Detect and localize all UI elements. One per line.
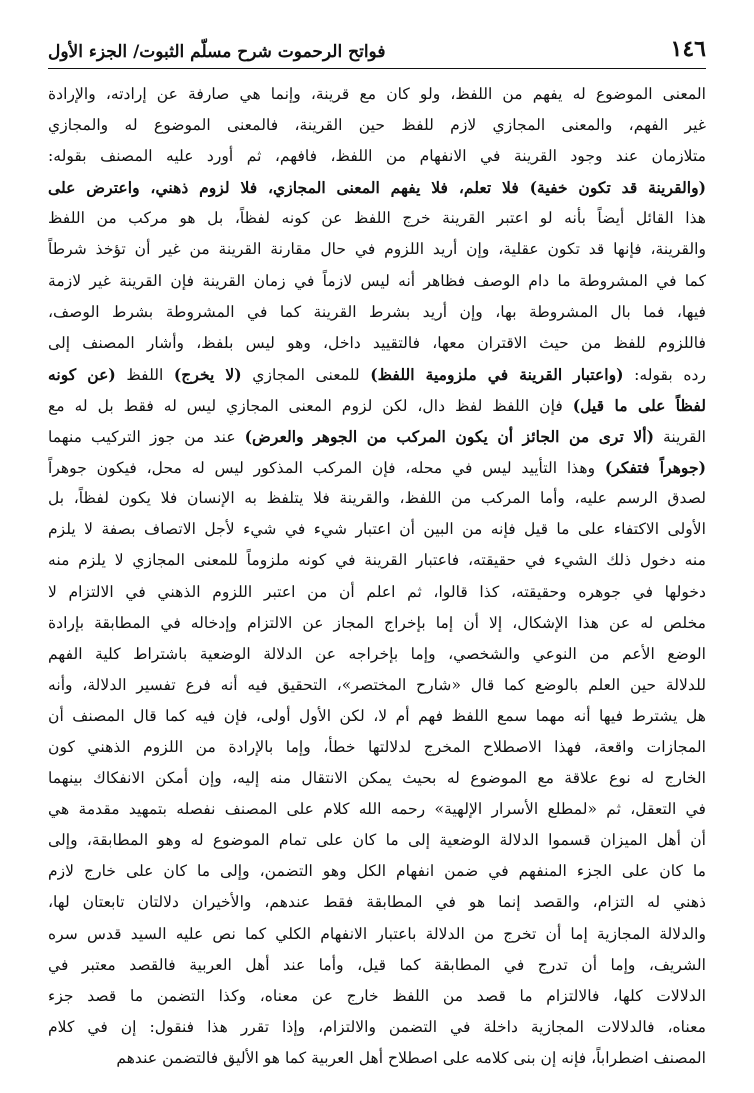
commentary-text: كما في المشروطة ما دام الوصف فظاهر أنه ليس لازماً في زمان القرينة فإن القرينة غير لازمة bbox=[48, 271, 706, 290]
text-line bbox=[48, 1012, 706, 1043]
bold-matn-text: لفظاً على ما قيل) bbox=[572, 395, 706, 415]
text-line bbox=[48, 981, 706, 1012]
commentary-text: ذهني له التزام، والقصد إنما هو في المطابقة فقط عندهم، والأخيران دلالتان تابعتان لها، bbox=[48, 893, 706, 912]
bold-matn-text: (عن كونه bbox=[48, 364, 116, 384]
text-line bbox=[48, 794, 706, 825]
commentary-text: المجازات واقعة، فهذا الاصطلاح المخرج لدلالتها خطأ، وإما بالإرادة من اللزوم الذهني كون bbox=[48, 737, 706, 756]
text-line bbox=[48, 110, 706, 141]
commentary-text: هذا القائل أيضاً بأنه لو اعتبر القرينة خرج اللفظ عن كونه لفظاً، بل هو مركب من اللفظ bbox=[48, 209, 706, 228]
commentary-text: معناه، فالدلالات المجازية داخلة في التضمن والالتزام، وإذا تقرر هذا فنقول: إن في كلام bbox=[48, 1017, 706, 1036]
commentary-text: وهذا التأييد ليس في محله، فإن المركب المذكور ليس له محل، فيكون جوهراً bbox=[48, 459, 605, 478]
text-line bbox=[48, 639, 706, 670]
commentary-text: اللفظ bbox=[115, 365, 174, 384]
commentary-text: الخارج له نوع علاقة مع الموضوع له بحيث يمكن الانتقال منه إليه، وإن أمكن الانفكاك بينهما bbox=[48, 769, 706, 788]
text-line bbox=[48, 141, 706, 172]
page-header bbox=[48, 30, 706, 62]
bold-matn-text: (ألا ترى من الجائز أن يكون المركب من الجوهر والعرض) bbox=[244, 427, 654, 447]
commentary-text: والدلالة المجازية إما أن تخرج من الدلالة باعتبار الانفهام الكلي كما نص عليه السيد قدس سره bbox=[48, 924, 706, 943]
commentary-text: للدلالة حين العلم بالوضع كما قال «شارح المختصر»، التحقيق فيه أنه فرع تفسير الدلالة، وأنه bbox=[48, 675, 706, 694]
text-line bbox=[48, 701, 706, 732]
commentary-text: متلازمان عند وجود القرينة في الانفهام من اللفظ، فافهم، ثم أورد عليه المصنف بقوله: bbox=[48, 147, 706, 166]
commentary-text: القرينة bbox=[653, 428, 706, 447]
bold-matn-text: (لا يخرج) bbox=[173, 364, 242, 384]
commentary-text: فإن اللفظ لفظ دال، لكن لزوم المعنى المجازي ليس له فقط بل له مع bbox=[48, 396, 573, 415]
text-line bbox=[48, 950, 706, 981]
commentary-text: فيها، فما بال المشروطة بها، وإن أريد بشرط القرينة كما في المشروطة بشرط الوصف، bbox=[48, 302, 706, 321]
text-line bbox=[48, 825, 706, 856]
text-line bbox=[48, 670, 706, 701]
commentary-text: المعنى الموضوع له يفهم من اللفظ، ولو كان مع قرينة، وإنما هي صارفة عن إرادته، والإرادة bbox=[48, 85, 706, 103]
commentary-text: الوضع الأعم من النوعي والشخصي، وإما بإخراجه عن الدلالة الوضعية باشتراط كلية الفهم bbox=[48, 644, 706, 663]
commentary-text: غير الفهم، والمعنى المجازي لازم للفظ حين القرينة، فالمعنى الموضوع له والمجازي bbox=[48, 116, 706, 135]
text-line bbox=[48, 732, 706, 763]
text-line bbox=[48, 297, 706, 328]
commentary-text: الشريف، وإما أن تدرج في المطابقة كما قيل، وأما عند أهل العربية فالقصد معتبر في bbox=[48, 955, 706, 974]
commentary-text: ما كان على الجزء المنفهم في ضمن انفهام الكل وهو التضمن، وإلى ما كان على خارج لازم bbox=[48, 862, 706, 881]
text-line bbox=[48, 919, 706, 950]
text-line bbox=[48, 483, 706, 514]
text-line bbox=[48, 421, 706, 452]
commentary-text: للمعنى المجازي bbox=[241, 365, 371, 384]
text-line bbox=[48, 234, 706, 265]
commentary-text: عند من جوز التركيب منهما bbox=[48, 428, 245, 447]
text-line bbox=[48, 887, 706, 918]
text-line bbox=[48, 452, 706, 483]
text-line bbox=[48, 608, 706, 639]
commentary-text: رده بقوله: bbox=[623, 365, 706, 384]
page-number: ١٤٦ bbox=[670, 36, 706, 62]
commentary-text: مخلص له عن هذا الإشكال، إلا أن إما بإخراج المجاز عن الالتزام وإدخاله في المطابقة بإرادة bbox=[48, 613, 706, 632]
commentary-text: في التعقل، ثم «لمطلع الأسرار الإلهية» رحمه الله كلام على المصنف نفصله بتمهيد مقدمة هي bbox=[48, 800, 706, 819]
commentary-text: أن أهل الميزان قسموا الدلالة الوضعية إلى ما كان على تمام الموضوع له وهو المطابقة، وإلى bbox=[48, 831, 706, 850]
commentary-text: والقرينة، فإنها قد تكون عقلية، وإن أريد اللزوم في حال مقارنة القرينة من غير أن تؤخذ شرطاً bbox=[48, 240, 706, 259]
text-line bbox=[48, 1043, 706, 1074]
commentary-text: الدلالات كلها، فالالتزام ما قصد من اللفظ خارج عن معناه، وكذا التضمن ما قصد جزء bbox=[48, 986, 706, 1005]
commentary-text: هل يشترط فيها أنه مهما سمع اللفظ فهم أم لا، لكن الأول أولى، فإن فيه كما قال المصنف أن bbox=[48, 706, 706, 725]
text-line bbox=[48, 390, 706, 421]
commentary-text: الأولى الاكتفاء على ما قيل فإنه من البين أن اعتبار شيء في شيء لأجل الاتصاف بصفة لا يلزم bbox=[48, 520, 706, 539]
commentary-text: دخولها في جوهره وحقيقته، كذا قالوا، ثم اعلم أن من اعتبر اللزوم الذهني في الالتزام لا bbox=[48, 582, 706, 601]
commentary-text: فاللزوم للفظ من حيث الاقتران معها، فالتقييد داخل، وهو ليس بلفظ، وأشار المصنف إلى bbox=[48, 333, 706, 352]
text-line bbox=[48, 514, 706, 545]
text-line bbox=[48, 359, 706, 390]
text-line bbox=[48, 856, 706, 887]
bold-matn-text: (جوهراً فتفكر) bbox=[604, 458, 706, 478]
text-line bbox=[48, 203, 706, 234]
bold-matn-text: (والقرينة قد تكون خفية) فلا تعلم، فلا يفهم المعنى المجازي، فلا لزوم ذهني، واعترض على bbox=[48, 178, 706, 198]
text-line bbox=[48, 577, 706, 608]
running-title: فواتح الرحموت شرح مسلّم الثبوت/ الجزء الأول bbox=[48, 42, 386, 62]
text-line bbox=[48, 79, 706, 110]
commentary-text: منه دخول ذلك الشيء في حقيقته، فاعتبار القرينة في كونه ملزوماً للمعنى المجازي لا يلزم منه bbox=[48, 551, 706, 570]
commentary-text: لصدق الرسم عليه، وأما المركب من اللفظ، والقرينة فلا يتلفظ به الإنسان فلا يكون لفظاً، بل bbox=[48, 489, 706, 508]
text-line bbox=[48, 763, 706, 794]
commentary-text: المصنف اضطراباً، فإنه إن بنى كلامه على اصطلاح أهل العربية كما هو الأليق فالتضمن عندهم bbox=[116, 1048, 706, 1067]
text-line bbox=[48, 172, 706, 203]
text-line bbox=[48, 328, 706, 359]
bold-matn-text: (واعتبار القرينة في ملزومية اللفظ) bbox=[370, 364, 624, 384]
header-rule bbox=[48, 68, 706, 69]
text-line bbox=[48, 266, 706, 297]
text-line bbox=[48, 545, 706, 576]
body-text bbox=[48, 79, 706, 1074]
